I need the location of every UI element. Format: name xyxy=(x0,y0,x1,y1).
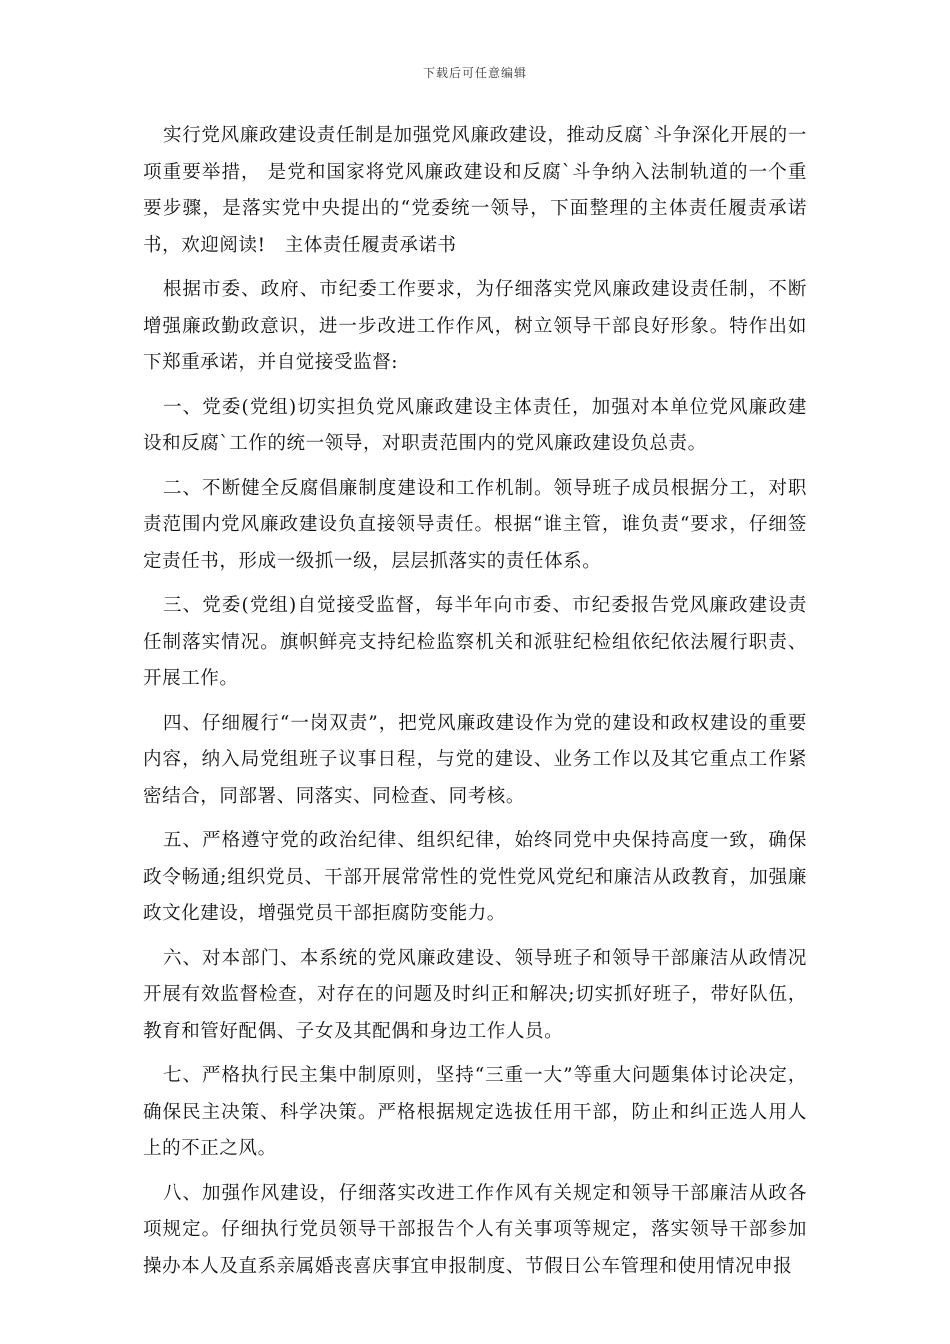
paragraph-intro: 实行党风廉政建设责任制是加强党风廉政建设，推动反腐`斗争深化开展的一项重要举措， 是党和国家将党风廉政建设和反腐`斗争纳入法制轨道的一个重要步骤，是落实党中央提出的“党委统一领导，下面整理的主体责任履责承诺书，欢迎阅读! 主体责任履责承诺书 xyxy=(143,125,807,256)
paragraph-item-5: 五、严格遵守党的政治纪律、组织纪律，始终同党中央保持高度一致，确保政令畅通;组织党员、干部开展常常性的党性党风党纪和廉洁从政教育，加强廉政文化建设，增强党员干部拒腐防变能力。 xyxy=(143,830,807,924)
paragraph-item-6: 六、对本部门、本系统的党风廉政建设、领导班子和领导干部廉洁从政情况开展有效监督检查，对存在的问题及时纠正和解决;切实抓好班子，带好队伍，教育和管好配偶、子女及其配偶和身边工作人员。 xyxy=(143,947,807,1042)
paragraph-item-7: 七、严格执行民主集中制原则，坚持“三重一大”等重大问题集体讨论决定，确保民主决策、科学决策。严格根据规定选拔任用干部，防止和纠正选人用人上的不正之风。 xyxy=(143,1065,807,1159)
paragraph-item-1: 一、党委(党组)切实担负党风廉政建设主体责任，加强对本单位党风廉政建设和反腐`工作的统一领导，对职责范围内的党风廉政建设负总责。 xyxy=(143,396,807,454)
paragraph-pledge-preamble: 根据市委、政府、市纪委工作要求，为仔细落实党风廉政建设责任制，不断增强廉政勤政意识，进一步改进工作作风，树立领导干部良好形象。特作出如下郑重承诺，并自觉接受监督: xyxy=(143,279,807,373)
document-body xyxy=(143,118,807,1293)
paragraph-item-4: 四、仔细履行“一岗双责”，把党风廉政建设作为党的建设和政权建设的重要内容，纳入局党组班子议事日程，与党的建设、业务工作以及其它重点工作紧密结合，同部署、同落实、同检查、同考核。 xyxy=(143,712,807,807)
page-header: 下载后可任意编辑 xyxy=(422,66,527,80)
paragraph-item-2: 二、不断健全反腐倡廉制度建设和工作机制。领导班子成员根据分工，对职责范围内党风廉政建设负直接领导责任。根据“谁主管，谁负责“要求，仔细签定责任书，形成一级抓一级，层层抓落实的责任体系。 xyxy=(143,477,807,572)
paragraph-item-8: 八、加强作风建设，仔细落实改进工作作风有关规定和领导干部廉洁从政各项规定。仔细执行党员领导干部报告个人有关事项等规定，落实领导干部参加操办本人及直系亲属婚丧喜庆事宜申报制度、节假日公车管理和使用情况申报 xyxy=(143,1182,807,1277)
paragraph-item-3: 三、党委(党组)自觉接受监督，每半年向市委、市纪委报告党风廉政建设责任制落实情况。旗帜鲜亮支持纪检监察机关和派驻纪检组依纪依法履行职责、开展工作。 xyxy=(143,595,807,689)
